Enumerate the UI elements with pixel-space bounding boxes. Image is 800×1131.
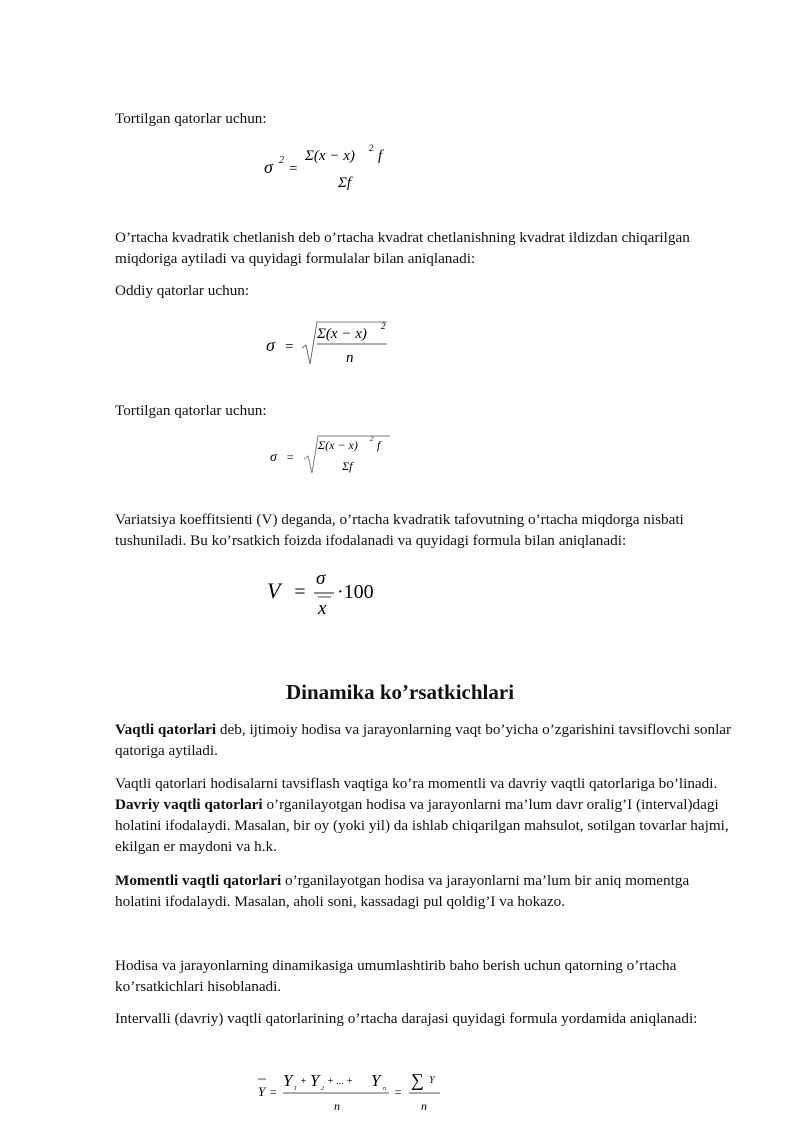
formula-denominator: n: [334, 1099, 340, 1113]
paragraph-vaqtli-definition: [115, 719, 735, 761]
formula-std-simple: [262, 318, 402, 370]
formula-denominator: n: [346, 350, 354, 366]
formula-dispersion-weighted: [260, 140, 400, 192]
formula-equals: =: [288, 161, 299, 177]
formula-numerator: Σ(x − x): [305, 148, 355, 164]
formula-numerator: σ: [316, 568, 326, 589]
paragraph-tortilgan-2: Tortilgan qatorlar uchun:: [115, 402, 267, 419]
formula-denominator-2: n: [421, 1099, 427, 1113]
formula-num-f: f: [377, 438, 381, 452]
formula-sn: n: [383, 1086, 386, 1092]
formula-plus: +: [300, 1076, 307, 1087]
formula-numerator: Σ(x − x): [318, 438, 358, 452]
formula-num-exponent: 2: [369, 143, 374, 153]
formula-equals: =: [269, 1085, 278, 1099]
formula-equals: =: [286, 450, 295, 464]
formula-num-exponent: 2: [381, 321, 386, 331]
formula-equals-2: =: [394, 1085, 403, 1099]
formula-denominator: x: [318, 598, 327, 619]
formula-denominator: Σf: [338, 175, 352, 191]
term-vaqtli-qatorlari: Vaqtli qatorlari: [115, 721, 217, 738]
formula-yn: Y: [371, 1071, 381, 1090]
paragraph-davriy: [115, 773, 735, 857]
text-rest: o’rganilayotgan hodisa va jarayonlarni ma’lum bir aniq momentga holatini ifodalaydi. Masalan, aholi soni, kassadagi pul qoldig’I va hokazo.: [115, 872, 690, 910]
formula-sum: ∑: [411, 1070, 424, 1090]
formula-sigma: σ: [266, 335, 275, 355]
formula-num-f: f: [378, 148, 383, 164]
formula-s1: 1: [294, 1086, 297, 1092]
formula-numerator: Σ(x − x): [317, 326, 367, 342]
term-momentli-vaqtli: Momentli vaqtli qatorlari: [115, 872, 282, 889]
formula-num-exponent: 2: [370, 435, 374, 443]
formula-v: V: [267, 578, 281, 603]
formula-s2: 2: [321, 1086, 324, 1092]
formula-dots: + ... +: [327, 1076, 353, 1087]
paragraph-momentli: [115, 870, 735, 912]
formula-sigma: σ: [264, 157, 273, 177]
formula-y2: Y: [310, 1071, 320, 1090]
paragraph-kvadratik: O’rtacha kvadratik chetlanish deb o’rtacha kvadrat chetlanishning kvadrat ildizdan chiqarilgan miqdoriga aytiladi va quyidagi formulalar bilan aniqlanadi:: [115, 229, 690, 267]
text-rest: deb, ijtimoiy hodisa va jarayonlarning vaqt bo’yicha o’zgarishini tavsiflovchi sonlar qatoriga aytiladi.: [115, 721, 732, 759]
formula-denominator: Σf: [342, 459, 353, 473]
section-heading: Dinamika ko’rsatkichlari: [285, 680, 515, 704]
formula-variation-coefficient: [263, 566, 403, 622]
formula-equals: =: [293, 581, 307, 603]
paragraph-dinamika: Hodisa va jarayonlarning dinamikasiga umumlashtirib baho berish uchun qatorning o’rtacha ko’rsatkichlari hisoblanadi.: [115, 957, 677, 995]
formula-multiplier: ·100: [337, 581, 374, 603]
paragraph-tortilgan-1: Tortilgan qatorlar uchun:: [115, 110, 267, 127]
formula-sigma: σ: [270, 450, 277, 465]
formula-interval-mean: [254, 1066, 454, 1116]
formula-equals: =: [284, 339, 295, 355]
paragraph-intervalli: Intervalli (davriy) vaqtli qatorlarining o’rtacha darajasi quyidagi formula yordamida aniqlanadi:: [115, 1010, 698, 1027]
paragraph-oddiy: Oddiy qatorlar uchun:: [115, 282, 250, 299]
formula-y1: Y: [283, 1071, 293, 1090]
formula-ybar-letter: Y: [258, 1084, 266, 1099]
text-lead: Vaqtli qatorlari hodisalarni tavsiflash vaqtiga ko’ra momentli va davriy vaqtli qatorlariga bo’linadi.: [115, 775, 718, 792]
term-davriy-vaqtli: Davriy vaqtli qatorlari: [115, 796, 263, 813]
formula-std-weighted: [266, 433, 396, 478]
paragraph-variatsiya: Variatsiya koeffitsienti (V) deganda, o’rtacha kvadratik tafovutning o’rtacha miqdorga nisbati tushuniladi. Bu ko’rsatkich foizda ifodalanadi va quyidagi formula bilan aniqlanadi:: [115, 511, 684, 549]
text-rest: o’rganilayotgan hodisa va jarayonlarni ma’lum davr oralig’I (interval)dagi holatini ifodalaydi. Masalan, bir oy (yoki yil) da ishlab chiqarilgan mahsulot, sotilgan tovarlar hajmi, ekilgan er maydoni va h.k.: [115, 796, 729, 855]
formula-sum-y: Y: [429, 1075, 435, 1086]
formula-exponent: 2: [279, 155, 284, 166]
